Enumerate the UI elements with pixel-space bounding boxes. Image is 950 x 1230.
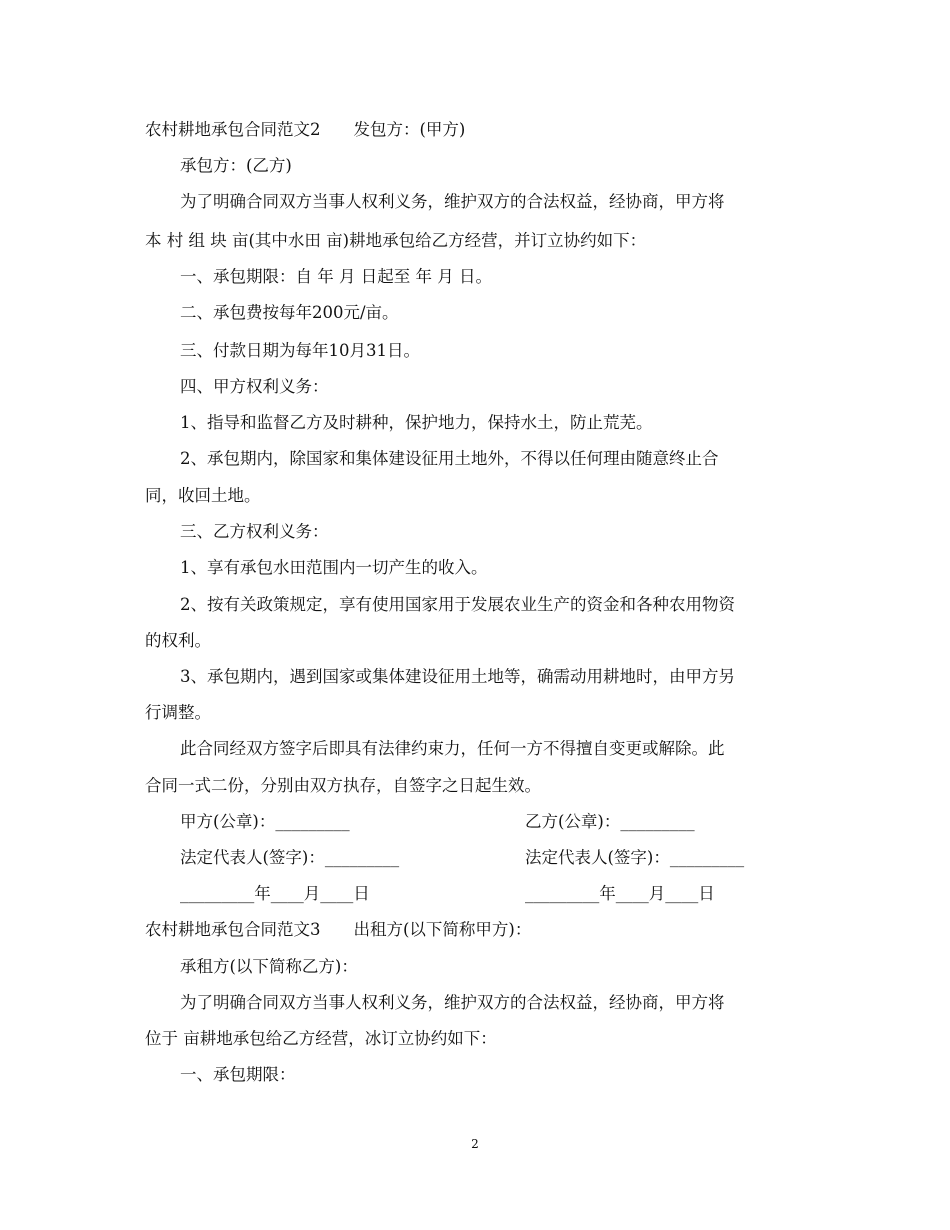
party-b-clause-2-cont: 的权利。 (145, 631, 211, 650)
party-b-clause-1: 1、享有承包水田范围内一切产生的收入。 (180, 558, 488, 577)
section3-term-clause: 一、承包期限： (180, 1065, 296, 1084)
party-b-clause-3-cont: 行调整。 (145, 703, 211, 722)
contractee-line: 承包方：(乙方) (180, 156, 292, 175)
section3-intro-line: 位于 亩耕地承包给乙方经营，冰订立协约如下： (145, 1029, 497, 1048)
party-a-clause-1: 1、指导和监督乙方及时耕种，保护地力，保持水土，防止荒芜。 (180, 413, 653, 432)
section3-intro-line: 为了明确合同双方当事人权利义务，维护双方的合法权益，经协商，甲方将 (180, 993, 725, 1012)
effect-clause: 此合同经双方签字后即具有法律约束力，任何一方不得擅自变更或解除。此 (180, 739, 725, 758)
payment-date-clause: 三、付款日期为每年10月31日。 (180, 341, 420, 360)
party-a-clause-2-cont: 同，收回土地。 (145, 486, 261, 505)
page-number: 2 (471, 1137, 479, 1151)
fee-clause: 二、承包费按每年200元/亩。 (180, 303, 399, 322)
party-b-rights-heading: 三、乙方权利义务： (180, 522, 329, 541)
party-b-date-field: _________年____月____日 (525, 884, 715, 903)
party-a-rights-heading: 四、甲方权利义务： (180, 377, 329, 396)
term-clause: 一、承包期限：自 年 月 日起至 年 月 日。 (180, 267, 492, 286)
party-b-representative-field: 法定代表人(签字)：_________ (525, 848, 745, 867)
section3-heading: 农村耕地承包合同范文3 出租方(以下简称甲方)： (145, 920, 532, 939)
section2-heading: 农村耕地承包合同范文2 发包方：(甲方) (145, 120, 466, 139)
party-a-representative-field: 法定代表人(签字)：_________ (180, 848, 400, 867)
party-a-seal-field: 甲方(公章)：_________ (180, 812, 350, 831)
party-b-clause-3: 3、承包期内，遇到国家或集体建设征用土地等，确需动用耕地时，由甲方另 (180, 667, 735, 686)
party-b-seal-field: 乙方(公章)：_________ (525, 812, 695, 831)
intro-paragraph-line: 为了明确合同双方当事人权利义务，维护双方的合法权益，经协商，甲方将 (180, 192, 725, 211)
party-a-date-field: _________年____月____日 (180, 884, 370, 903)
intro-paragraph-line: 本 村 组 块 亩(其中水田 亩)耕地承包给乙方经营，并订立协约如下： (145, 231, 647, 250)
effect-clause-cont: 合同一式二份，分别由双方执存，自签字之日起生效。 (145, 776, 541, 795)
party-a-clause-2: 2、承包期内，除国家和集体建设征用土地外，不得以任何理由随意终止合 (180, 449, 719, 468)
lessee-line: 承租方(以下简称乙方)： (180, 957, 358, 976)
party-b-clause-2: 2、按有关政策规定，享有使用国家用于发展农业生产的资金和各种农用物资 (180, 595, 735, 614)
